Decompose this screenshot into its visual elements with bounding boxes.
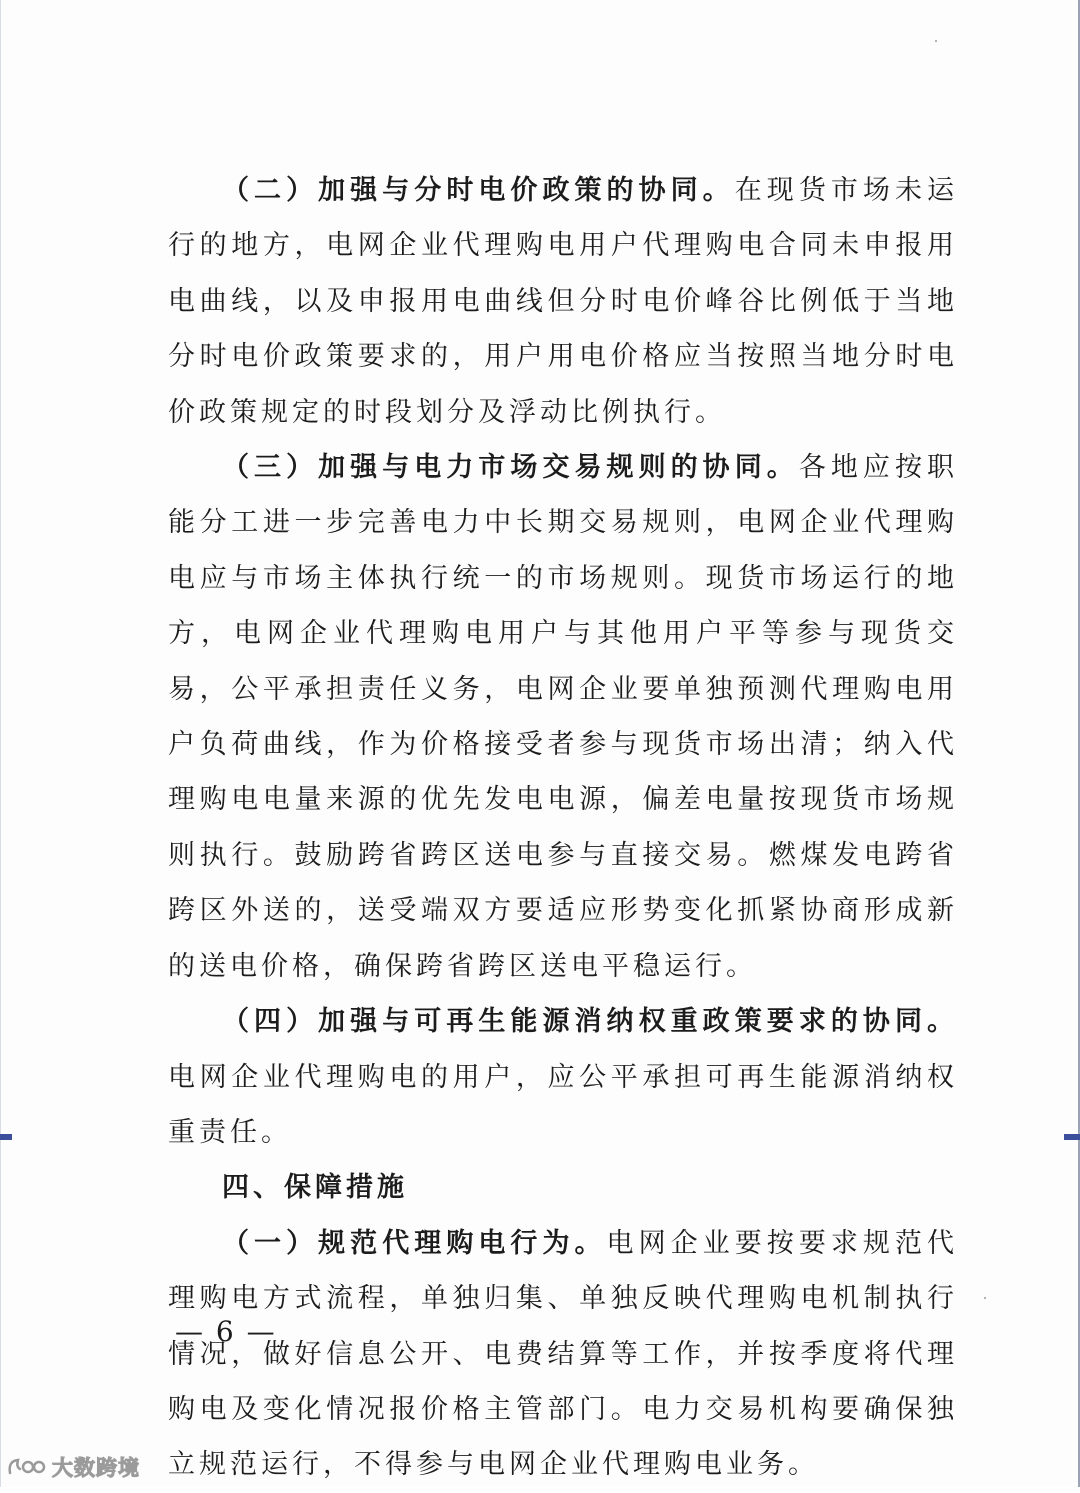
paragraph-lead: （一）规范代理购电行为。 [222,1227,607,1259]
page-edge-left [0,0,1,1487]
paragraph-body: 电网企业代理购电的用户，应公平承担可再生能源消纳权重责任。 [168,1061,958,1148]
scan-speck [984,1297,986,1299]
logo-icon [6,1455,46,1479]
binding-mark-left [0,1134,12,1140]
binding-mark-right [1064,1134,1080,1140]
watermark-text: 大数跨境 [52,1456,140,1480]
paragraph-lead: （四）加强与可再生能源消纳权重政策要求的协同。 [222,1006,958,1038]
document-body [168,163,958,1493]
paragraph-4 [168,994,958,1160]
page-number: — 6 — [175,1315,277,1348]
scan-speck [935,40,937,42]
paragraph-lead: （二）加强与分时电价政策的协同。 [222,175,735,206]
paragraph-2 [168,163,958,440]
paragraph-body: 在现货市场未运行的地方，电网企业代理购电用户代理购电合同未申报用电曲线，以及申报用电曲线但分时电价峰谷比例低于当地分时电价政策要求的，用户用电价格应当按照当地分时电价政策规定的时段划分及浮动比例执行。 [168,175,959,428]
paragraph-3 [168,440,958,994]
paragraph-safeguard-1 [168,1216,958,1493]
section-heading: 四、保障措施 [222,1172,408,1204]
paragraph-body: 电网企业要按要求规范代理购电方式流程，单独归集、单独反映代理购电机制执行情况，做好信息公开、电费结算等工作，并按季度将代理购电及变化情况报价格主管部门。电力交易机构要确保独立规范运行，不得参与电网企业代理购电业务。 [168,1227,959,1481]
paragraph-body: 各地应按职能分工进一步完善电力中长期交易规则，电网企业代理购电应与市场主体执行统一的市场规则。现货市场运行的地方，电网企业代理购电用户与其他用户平等参与现货交易，公平承担责任义务，电网企业要单独预测代理购电用户负荷曲线，作为价格接受者参与现货市场出清；纳入代理购电电量来源的优先发电电源，偏差电量按现货市场规则执行。鼓励跨省跨区送电参与直接交易。燃煤发电跨省跨区外送的，送受端双方要适应形势变化抓紧协商形成新的送电价格，确保跨省跨区送电平稳运行。 [168,452,959,982]
watermark [6,1452,140,1482]
paragraph-lead: （三）加强与电力市场交易规则的协同。 [222,452,799,484]
